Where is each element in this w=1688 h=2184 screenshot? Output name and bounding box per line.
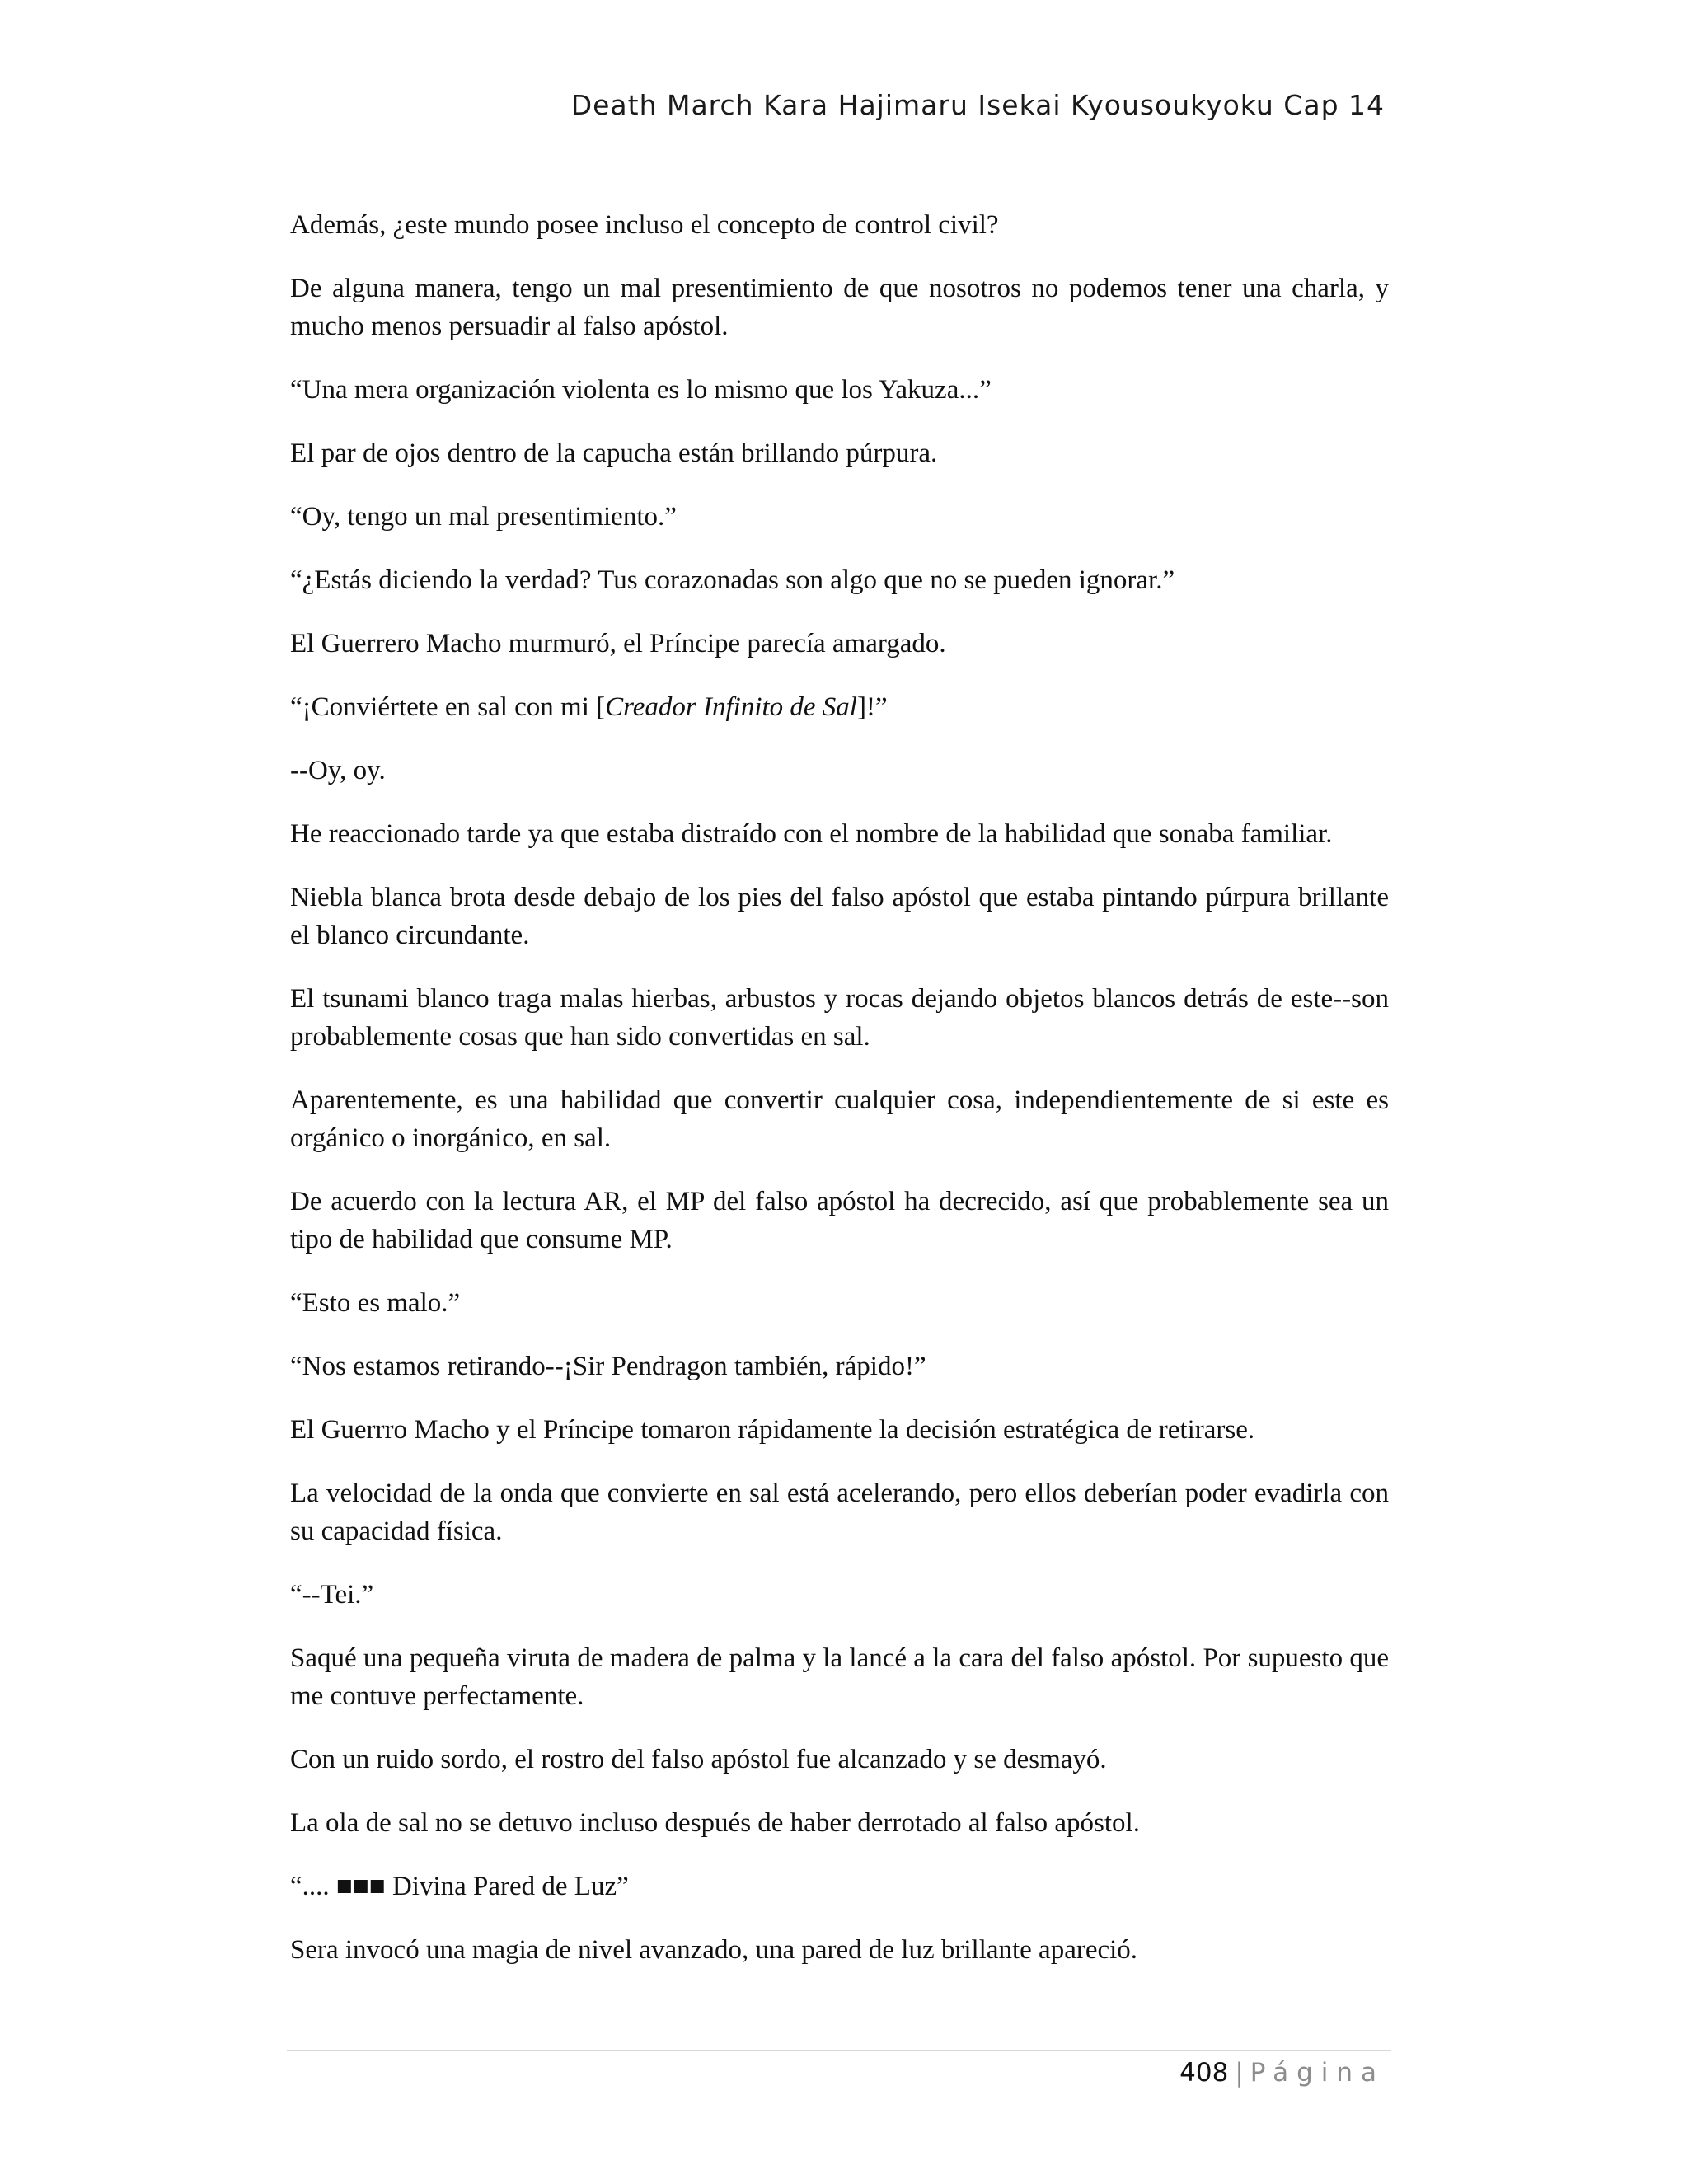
- paragraph: “Una mera organización violenta es lo mismo que los Yakuza...”: [290, 375, 992, 405]
- paragraph: Sera invocó una magia de nivel avanzado, una pared de luz brillante apareció.: [290, 1935, 1138, 1965]
- paragraph: La ola de sal no se detuvo incluso después de haber derrotado al falso apóstol.: [290, 1808, 1140, 1838]
- footer-divider: [287, 2050, 1391, 2051]
- skill-quote-before: “¡Conviértete en sal con mi [: [290, 692, 606, 722]
- paragraph: De alguna manera, tengo un mal presentimiento de que nosotros no podemos tener una charla, y mucho menos persuadir al falso apóstol.: [290, 274, 1389, 341]
- paragraph: El Guerrro Macho y el Príncipe tomaron rápidamente la decisión estratégica de retirarse.: [290, 1415, 1255, 1445]
- paragraph: Niebla blanca brota desde debajo de los pies del falso apóstol que estaba pintando púrpura brillante el blanco circundante.: [290, 883, 1389, 950]
- paragraph: El Guerrero Macho murmuró, el Príncipe parecía amargado.: [290, 629, 946, 658]
- body-text: [290, 206, 1389, 1994]
- paragraph: “--Tei.”: [290, 1580, 374, 1610]
- skill-quote-paragraph: [290, 688, 1389, 726]
- page-footer: [1179, 2058, 1385, 2088]
- paragraph: Aparentemente, es una habilidad que convertir cualquier cosa, independientemente de si este es orgánico o inorgánico, en sal.: [290, 1085, 1389, 1153]
- paragraph: La velocidad de la onda que convierte en sal está acelerando, pero ellos deberían poder evadirla con su capacidad física.: [290, 1479, 1389, 1546]
- paragraph: “.... ■■■ Divina Pared de Luz”: [290, 1872, 629, 1901]
- running-header: Death March Kara Hajimaru Isekai Kyousoukyoku Cap 14: [570, 89, 1385, 121]
- skill-quote-after: ]!”: [856, 692, 888, 722]
- paragraph: Saqué una pequeña viruta de madera de palma y la lancé a la cara del falso apóstol. Por supuesto que me contuve perfectamente.: [290, 1643, 1389, 1711]
- skill-name: Creador Infinito de Sal: [605, 692, 857, 722]
- paragraph: He reaccionado tarde ya que estaba distraído con el nombre de la habilidad que sonaba familiar.: [290, 819, 1333, 849]
- paragraph: Además, ¿este mundo posee incluso el concepto de control civil?: [290, 210, 999, 240]
- footer-separator: |: [1235, 2058, 1244, 2088]
- paragraph: “Oy, tengo un mal presentimiento.”: [290, 502, 677, 532]
- paragraph: El par de ojos dentro de la capucha están brillando púrpura.: [290, 438, 938, 468]
- paragraph: De acuerdo con la lectura AR, el MP del falso apóstol ha decrecido, así que probablemente sea un tipo de habilidad que consume MP.: [290, 1187, 1389, 1254]
- paragraph: “Nos estamos retirando--¡Sir Pendragon también, rápido!”: [290, 1352, 926, 1381]
- paragraph: “¿Estás diciendo la verdad? Tus corazonadas son algo que no se pueden ignorar.”: [290, 565, 1175, 595]
- paragraph: El tsunami blanco traga malas hierbas, arbustos y rocas dejando objetos blancos detrás de este--son probablemente cosas que han sido convertidas en sal.: [290, 984, 1389, 1052]
- paragraph: “Esto es malo.”: [290, 1288, 461, 1318]
- paragraph: --Oy, oy.: [290, 756, 386, 785]
- page-label: Página: [1250, 2058, 1385, 2088]
- page-number: 408: [1179, 2058, 1229, 2088]
- paragraph: Con un ruido sordo, el rostro del falso apóstol fue alcanzado y se desmayó.: [290, 1745, 1107, 1774]
